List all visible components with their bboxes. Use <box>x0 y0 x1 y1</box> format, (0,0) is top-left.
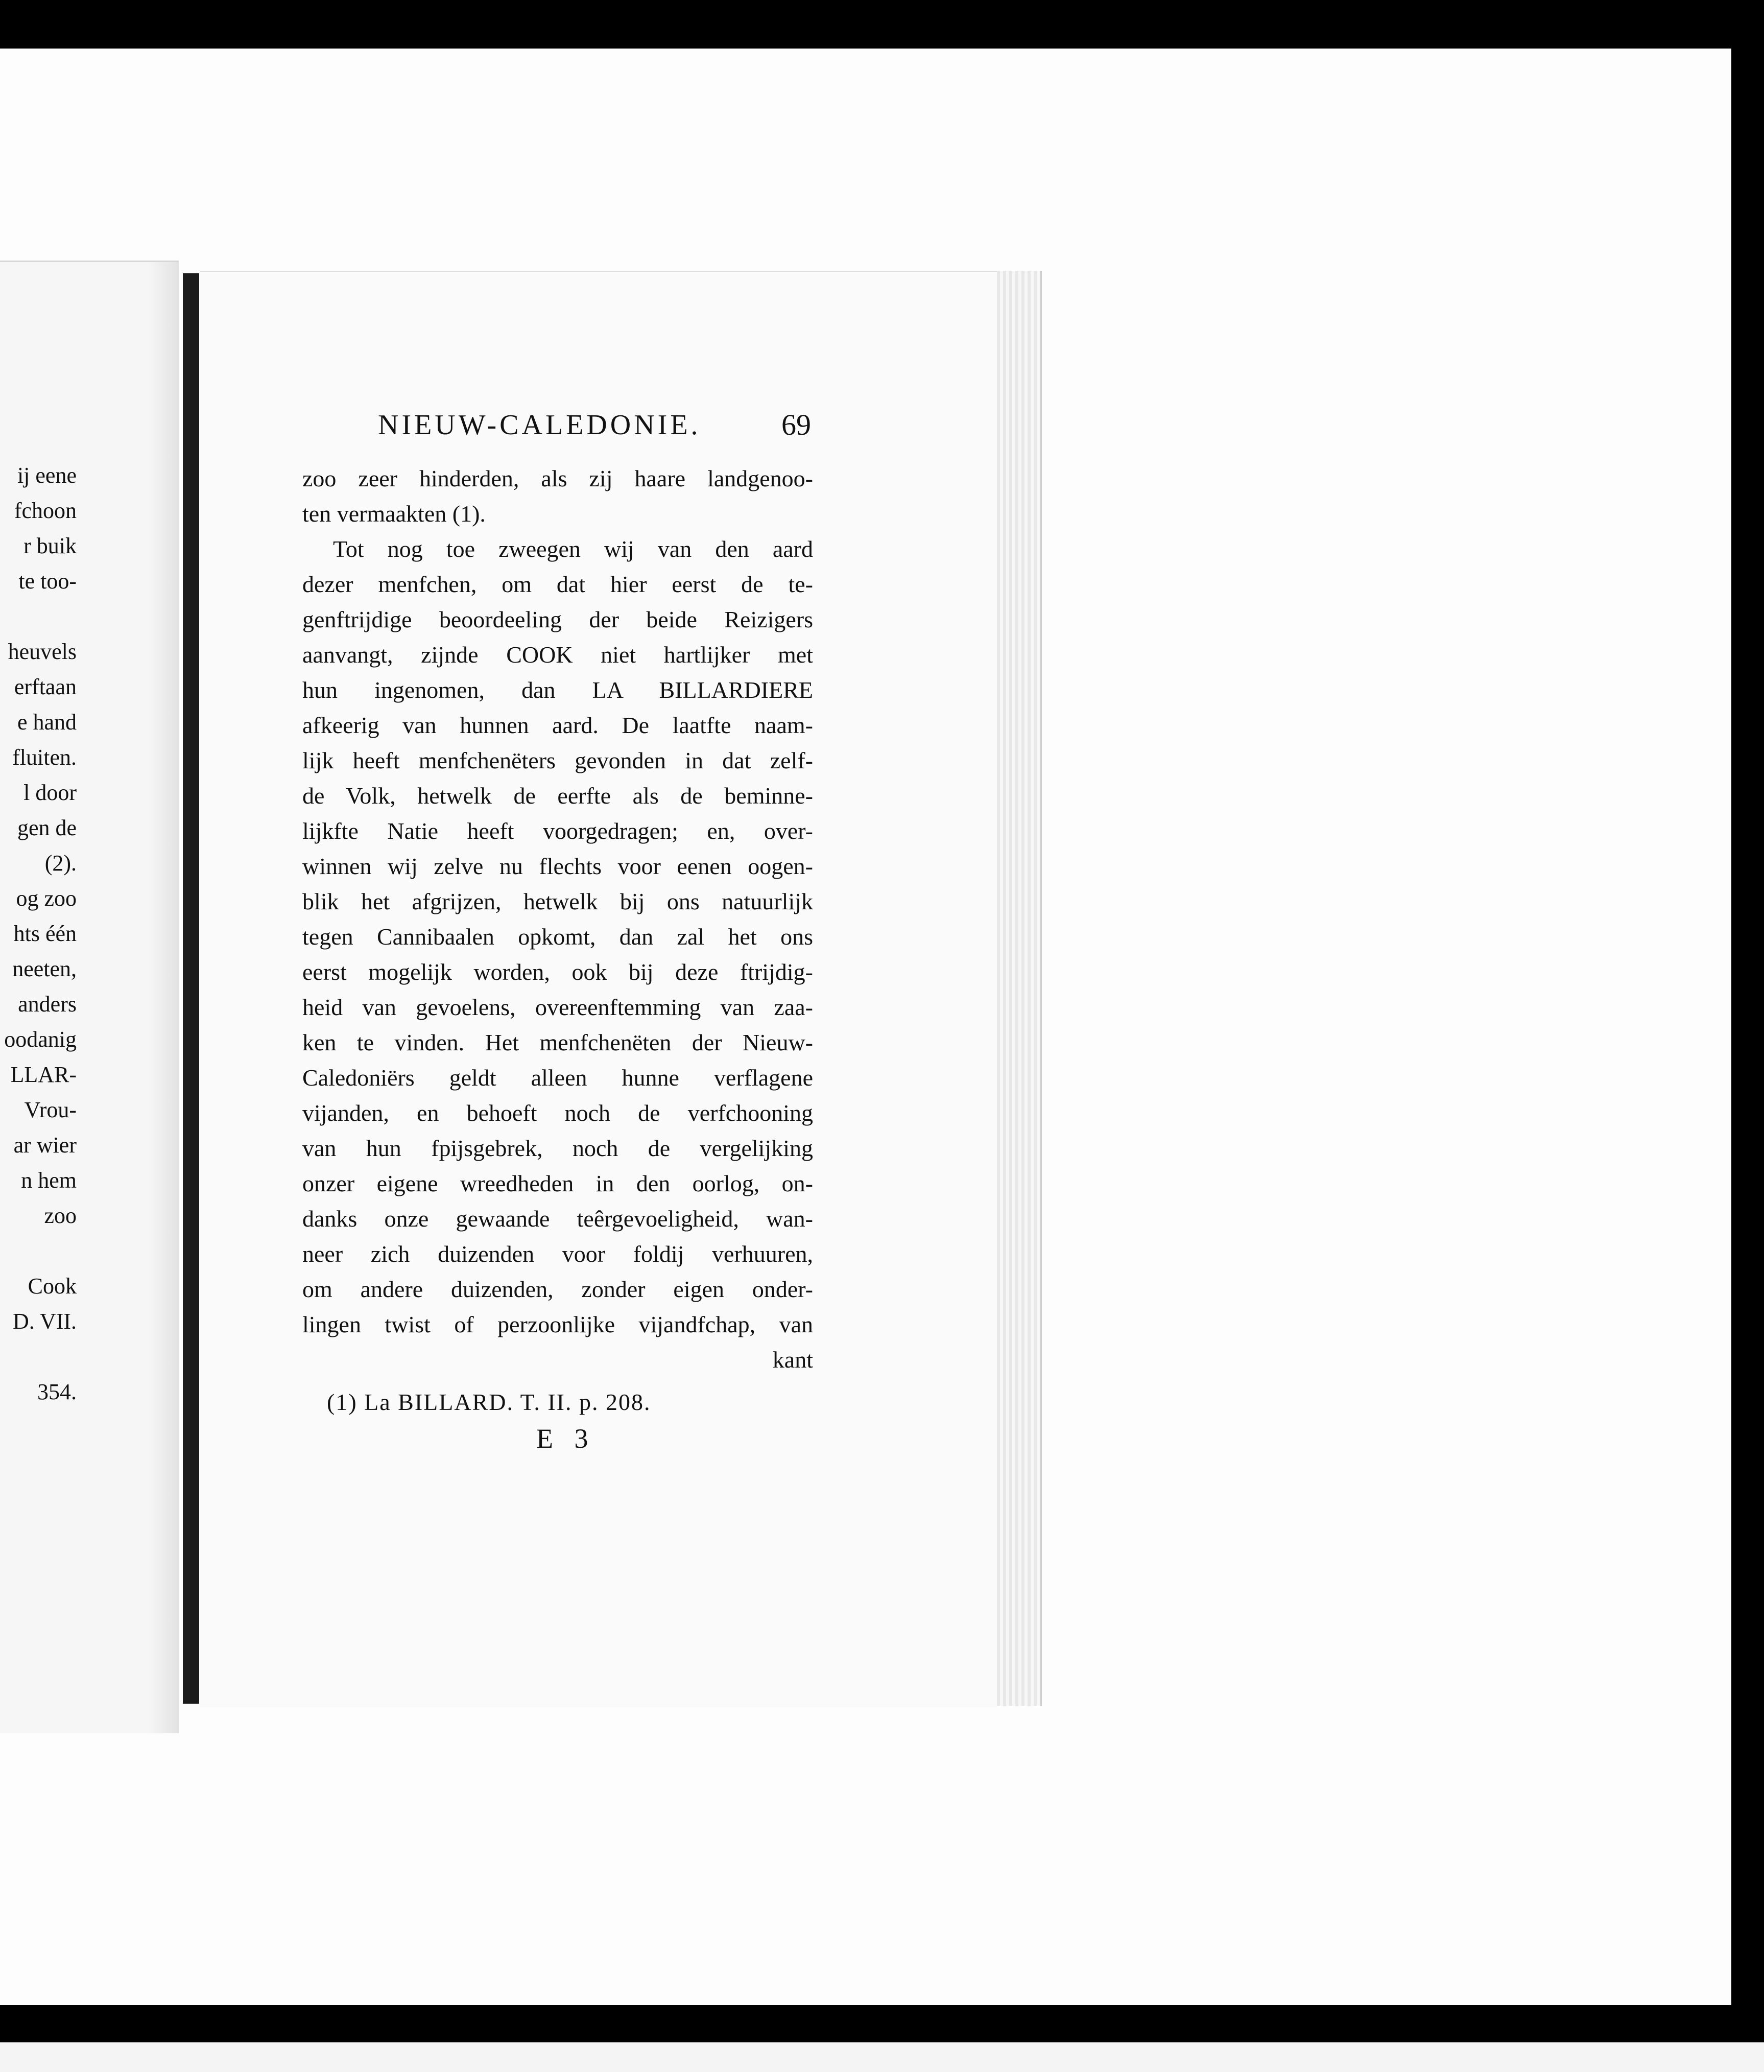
text-line: afkeerig van hunnen aard. De laatfte naam- <box>302 712 813 738</box>
left-page-line: e hand <box>17 710 77 735</box>
left-page-line: te too- <box>18 569 77 594</box>
left-page-line: hts één <box>13 921 77 946</box>
catchword: kant <box>772 1347 813 1373</box>
left-page-line: r buik <box>23 533 77 558</box>
left-page-line: Vrou- <box>24 1097 77 1122</box>
body-text <box>302 461 813 1377</box>
text-line: van hun fpijsgebrek, noch de vergelijking <box>302 1135 813 1161</box>
left-page-line: zoo <box>44 1203 77 1228</box>
left-page-line: Cook <box>28 1274 77 1299</box>
page-edges <box>997 271 1042 1706</box>
text-line: blik het afgrijzen, hetwelk bij ons natuurlijk <box>302 888 813 914</box>
footnote: (1) La BILLARD. T. II. p. 208. <box>327 1389 651 1415</box>
left-page-line: n hem <box>21 1168 77 1193</box>
text-line: Tot nog toe zweegen wij van den aard <box>333 536 813 562</box>
text-line: genftrijdige beoordeeling der beide Reizigers <box>302 606 813 632</box>
left-page-line: ij eene <box>17 463 77 488</box>
running-head: NIEUW-CALEDONIE. <box>378 409 701 441</box>
left-page-line: LLAR- <box>10 1062 77 1087</box>
text-line: eerst mogelijk worden, ook bij deze ftrijdig- <box>302 959 813 985</box>
text-line: heid van gevoelens, overeenftemming van zaa- <box>302 994 813 1020</box>
text-line: tegen Cannibaalen opkomt, dan zal het ons <box>302 924 813 950</box>
bottom-edge <box>0 2042 1764 2072</box>
left-page-line: (2). <box>44 851 77 876</box>
text-line: hun ingenomen, dan LA BILLARDIERE <box>302 677 813 703</box>
left-page-line: og zoo <box>16 886 77 911</box>
left-page-line: fchoon <box>14 498 77 523</box>
text-line: lingen twist of perzoonlijke vijandfchap, van <box>302 1311 813 1337</box>
text-line: danks onze gewaande teêrgevoeligheid, wan- <box>302 1206 813 1232</box>
text-line: winnen wij zelve nu flechts voor eenen oogen- <box>302 853 813 879</box>
left-page-line: 354. <box>37 1379 77 1404</box>
text-line: zoo zeer hinderden, als zij haare landgenoo- <box>302 465 813 491</box>
left-page-line: anders <box>18 992 77 1017</box>
left-page-line: heuvels <box>8 639 77 664</box>
signature-mark: E 3 <box>536 1423 595 1454</box>
page-number: 69 <box>781 408 811 441</box>
text-line: dezer menfchen, om dat hier eerst de te- <box>302 571 813 597</box>
left-page-line: fluiten. <box>12 745 77 770</box>
text-line: lijk heeft menfchenëters gevonden in dat zelf- <box>302 747 813 773</box>
left-page-line: gen de <box>17 815 77 840</box>
text-line: de Volk, hetwelk de eerfte als de beminne- <box>302 783 813 809</box>
text-line: vijanden, en behoeft noch de verfchooning <box>302 1100 813 1126</box>
left-page-line: ar wier <box>13 1133 77 1158</box>
text-line: ken te vinden. Het menfchenëten der Nieuw- <box>302 1029 813 1055</box>
book-spine <box>183 273 199 1704</box>
left-page-line: l door <box>23 780 77 805</box>
left-page-line: oodanig <box>4 1027 77 1052</box>
text-line: onzer eigene wreedheden in den oorlog, on- <box>302 1170 813 1196</box>
left-page-line: erftaan <box>14 674 77 699</box>
text-line: neer zich duizenden voor foldij verhuuren, <box>302 1241 813 1267</box>
text-line: lijkfte Natie heeft voorgedragen; en, over- <box>302 818 813 844</box>
text-line: om andere duizenden, zonder eigen onder- <box>302 1276 813 1302</box>
text-line: aanvangt, zijnde COOK niet hartlijker met <box>302 642 813 668</box>
text-line: ten vermaakten (1). <box>302 501 486 527</box>
left-page-line: neeten, <box>12 956 77 981</box>
text-line: Caledoniërs geldt alleen hunne verflagene <box>302 1065 813 1091</box>
left-page-line: D. VII. <box>12 1309 77 1334</box>
